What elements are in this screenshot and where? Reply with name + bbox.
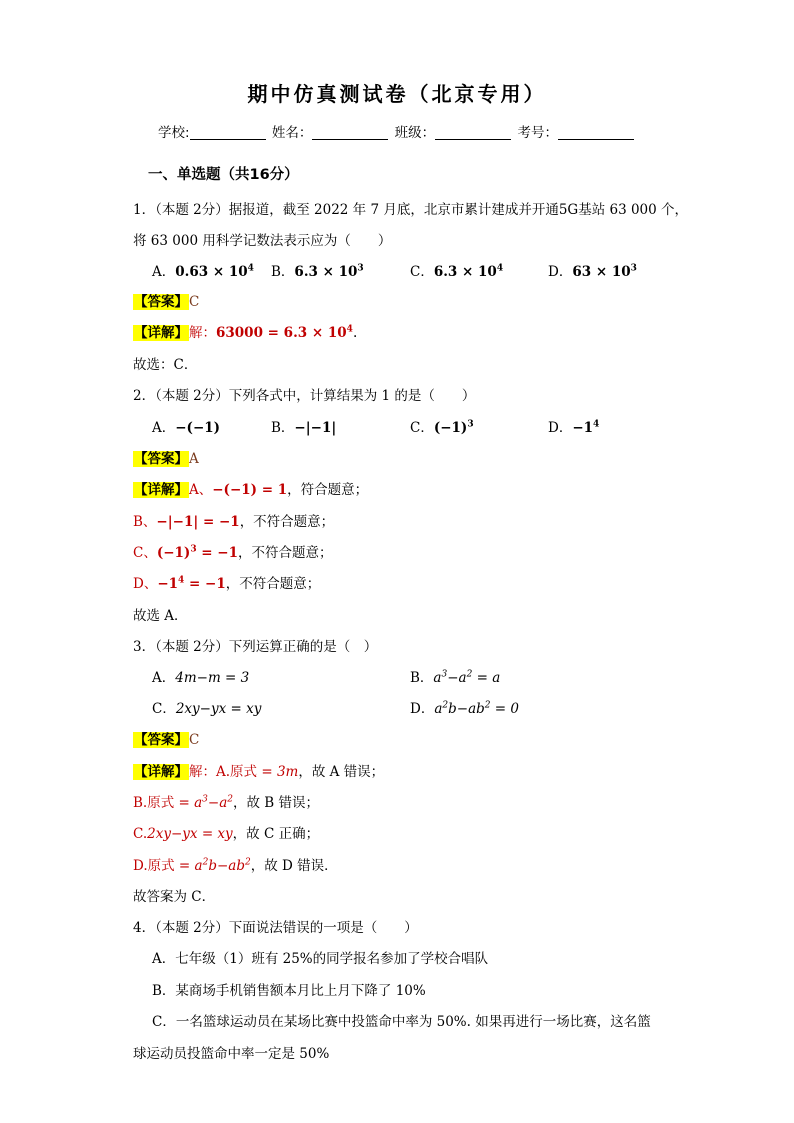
q1-stem-line2: 将 63 000 用科学记数法表示应为（ ） — [133, 233, 392, 249]
q2-answer: 【答案】A — [134, 451, 199, 467]
q2-option-d: D．$-1^4$ — [548, 419, 600, 436]
school-blank[interactable] — [190, 125, 266, 140]
q3-option-c: C．2xy−yx = xy — [152, 701, 262, 717]
class-label: 班级： — [394, 125, 436, 141]
q2-stem: 2．（本题 2分）下列各式中，计算结果为 1 的是（ ） — [133, 388, 476, 404]
q4-stem: 4．（本题 2分）下面说法错误的一项是（ ） — [133, 920, 418, 936]
exam-title: 期中仿真测试卷（北京专用） — [247, 82, 547, 106]
name-blank[interactable] — [312, 125, 388, 140]
q3-detail-line1: 【详解】解：A.原式 = 3m，故 A 错误； — [134, 764, 385, 780]
q1-stem-line1: 1．（本题 2分）据报道，截至 2022 年 7 月底，北京市累计建成并开通5G基站 63 000 个， — [133, 202, 689, 218]
q3-answer: 【答案】C — [134, 732, 200, 748]
student-info-line — [0, 121, 794, 141]
q4-option-b: B．某商场手机销售额本月比上月下降了 10% — [152, 983, 426, 999]
q1-conclusion: 故选：C． — [133, 357, 198, 373]
name-label: 姓名： — [271, 125, 313, 141]
school-label: 学校: — [158, 125, 190, 141]
q2-detail-line2: B、−|−1| = −1，不符合题意； — [133, 514, 335, 530]
q4-option-c-line1: C．一名篮球运动员在某场比赛中投篮命中率为 50%. 如果再进行一场比赛，这名篮 — [152, 1014, 651, 1030]
q2-detail-line1: 【详解】A、−(−1) = 1，符合题意； — [134, 482, 369, 498]
q1-option-c: C．$6.3 \times 10^4$ — [410, 263, 504, 280]
q2-option-a: A．−(−1) — [152, 420, 221, 436]
class-blank[interactable] — [435, 125, 511, 140]
section-heading: 一、单选题（共16分） — [148, 167, 299, 183]
q2-detail-line4: D、$-1^4 = -1$，不符合题意； — [133, 575, 321, 592]
q2-option-b: B．−|−1| — [271, 420, 337, 436]
q4-option-c-line2: 球运动员投篮命中率一定是 50% — [133, 1046, 330, 1062]
q2-option-c: C．$(-1)^3$ — [410, 419, 474, 436]
q1-option-b: B．$6.3 \times 10^3$ — [271, 263, 364, 280]
q3-detail-line4: D.原式 = $a^2b-ab^2$，故 D 错误． — [133, 857, 338, 874]
q3-option-d: D．$a^2b-ab^2 = 0$ — [410, 700, 519, 717]
q1-option-a: A．$0.63 \times 10^4$ — [152, 263, 254, 280]
q3-stem: 3．（本题 2分）下列运算正确的是（ ） — [133, 639, 378, 655]
q3-conclusion: 故答案为 C． — [133, 889, 216, 905]
q3-option-a: A．4m−m = 3 — [152, 670, 250, 686]
exam-no-blank[interactable] — [558, 125, 634, 140]
q2-detail-line3: C、$(-1)^3 = -1$，不符合题意； — [133, 544, 333, 561]
q1-answer: 【答案】C — [134, 294, 200, 310]
q4-option-a: A．七年级（1）班有 25%的同学报名参加了学校合唱队 — [152, 951, 489, 967]
q3-option-b: B．$a^3-a^2 = a$ — [410, 669, 501, 686]
q1-option-d: D．$63 \times 10^3$ — [548, 263, 637, 280]
q2-conclusion: 故选 A． — [133, 608, 188, 624]
q3-detail-line3: C.2xy−yx = xy，故 C 正确； — [133, 826, 320, 842]
q3-detail-line2: B.原式 = $a^3-a^2$，故 B 错误； — [133, 794, 320, 811]
exam-no-label: 考号： — [517, 125, 558, 141]
q1-detail: 【详解】解：$63000 = 6.3 \times 10^4$. — [134, 324, 358, 341]
